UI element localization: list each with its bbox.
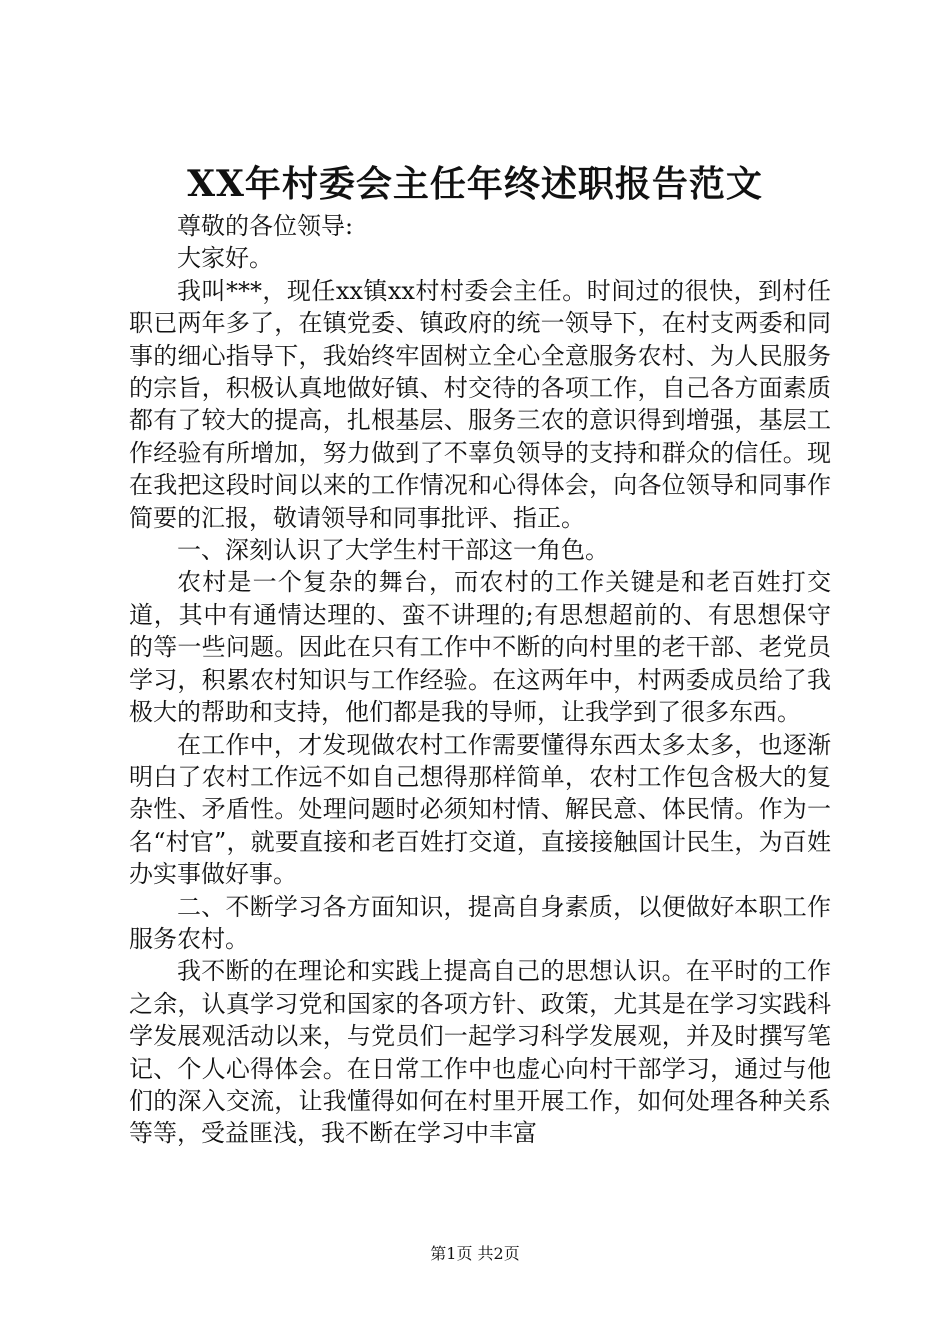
- paragraph-work-experience: 在工作中，才发现做农村工作需要懂得东西太多太多，也逐渐明白了农村工作远不如自己想得那样简单，农村工作包含极大的复杂性、矛盾性。处理问题时必须知村情、解民意、体民情。作为一名“村官”，就要直接和老百姓打交道，直接接触国计民生，为百姓办实事做好事。: [129, 730, 831, 889]
- greeting: 大家好。: [177, 244, 273, 273]
- paragraph-introduction: 我叫***，现任xx镇xx村村委会主任。时间过的很快，到村任职已两年多了，在镇党委、镇政府的统一领导下，在村支两委和同事的细心指导下，我始终牢固树立全心全意服务农村、为人民服务的宗旨，积极认真地做好镇、村交待的各项工作，自己各方面素质都有了较大的提高，扎根基层、服务三农的意识得到增强，基层工作经验有所增加，努力做到了不辜负领导的支持和群众的信任。现在我把这段时间以来的工作情况和心得体会，向各位领导和同事作简要的汇报，敬请领导和同事批评、指正。: [129, 276, 831, 532]
- document-title: XX年村委会主任年终述职报告范文: [187, 163, 763, 205]
- paragraph-learning: 我不断的在理论和实践上提高自己的思想认识。在平时的工作之余，认真学习党和国家的各项方针、政策，尤其是在学习实践科学发展观活动以来，与党员们一起学习科学发展观，并及时撰写笔记、个人心得体会。在日常工作中也虚心向村干部学习，通过与他们的深入交流，让我懂得如何在村里开展工作，如何处理各种关系等等，受益匪浅，我不断在学习中丰富: [129, 957, 831, 1148]
- page-footer: 第1页 共2页: [430, 1244, 520, 1263]
- paragraph-rural-work: 农村是一个复杂的舞台，而农村的工作关键是和老百姓打交道，其中有通情达理的、蛮不讲理的;有思想超前的、有思想保守的等一些问题。因此在只有工作中不断的向村里的老干部、老党员学习，积累农村知识与工作经验。在这两年中，村两委成员给了我极大的帮助和支持，他们都是我的导师，让我学到了很多东西。: [129, 568, 831, 727]
- salutation: 尊敬的各位领导:: [177, 212, 354, 240]
- document-body: [129, 210, 831, 1150]
- section-heading-2: 二、不断学习各方面知识，提高自身素质，以便做好本职工作服务农村。: [129, 892, 831, 953]
- section-heading-1: 一、深刻认识了大学生村干部这一角色。: [177, 536, 609, 565]
